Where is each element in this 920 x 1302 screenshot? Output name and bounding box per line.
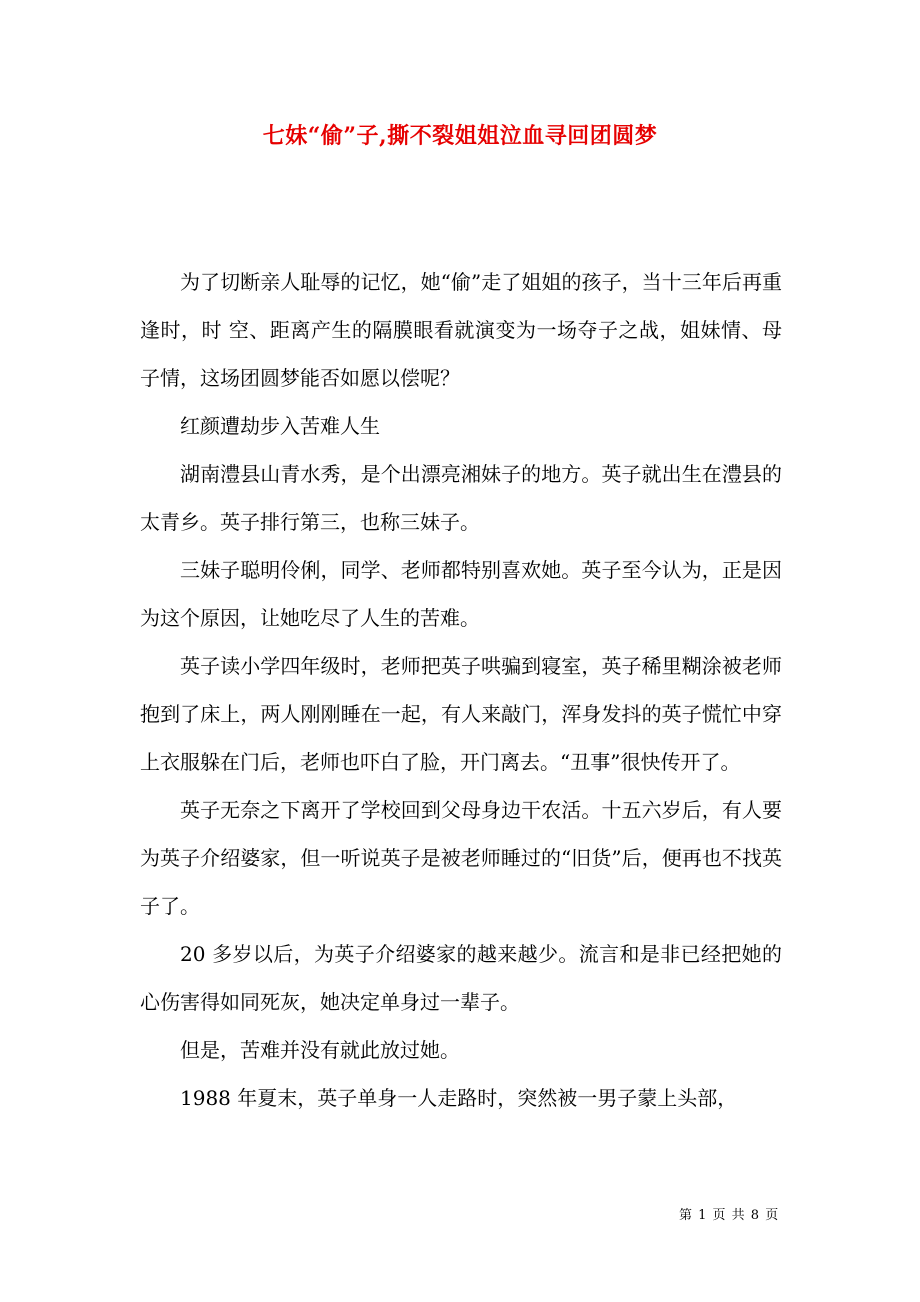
paragraph: 英子读小学四年级时，老师把英子哄骗到寝室，英子稀里糊涂被老师抱到了床上，两人刚刚睡在一起，有人来敲门，浑身发抖的英子慌忙中穿上衣服躲在门后，老师也吓白了脸，开门离去。“丑事”很快传开了。 — [140, 654, 782, 774]
paragraph: 20 多岁以后，为英子介绍婆家的越来越少。流言和是非已经把她的心伤害得如同死灰，她决定单身过一辈子。 — [140, 942, 782, 1014]
section-heading: 红颜遭劫步入苦难人生 — [180, 414, 380, 438]
paragraph: 1988 年夏末，英子单身一人走路时，突然被一男子蒙上头部， — [180, 1086, 738, 1110]
paragraph: 三妹子聪明伶俐，同学、老师都特别喜欢她。英子至今认为，正是因为这个原因，让她吃尽了人生的苦难。 — [140, 558, 782, 630]
paragraph: 湖南澧县山青水秀，是个出漂亮湘妹子的地方。英子就出生在澧县的太青乡。英子排行第三，也称三妹子。 — [140, 462, 782, 534]
paragraph: 英子无奈之下离开了学校回到父母身边干农活。十五六岁后，有人要为英子介绍婆家，但一听说英子是被老师睡过的“旧货”后，便再也不找英子了。 — [140, 798, 782, 918]
paragraph: 为了切断亲人耻辱的记忆，她“偷”走了姐姐的孩子，当十三年后再重逢时，时 空、距离产生的隔膜眼看就演变为一场夺子之战，姐妹情、母子情，这场团圆梦能否如愿以偿呢？ — [140, 270, 782, 390]
document-title: 七妹“偷”子,撕不裂姐姐泣血寻回团圆梦 — [262, 123, 658, 149]
page-number-footer: 第 1 页 共 8 页 — [679, 1208, 780, 1223]
document-body — [140, 258, 782, 1122]
paragraph: 但是，苦难并没有就此放过她。 — [180, 1038, 460, 1062]
